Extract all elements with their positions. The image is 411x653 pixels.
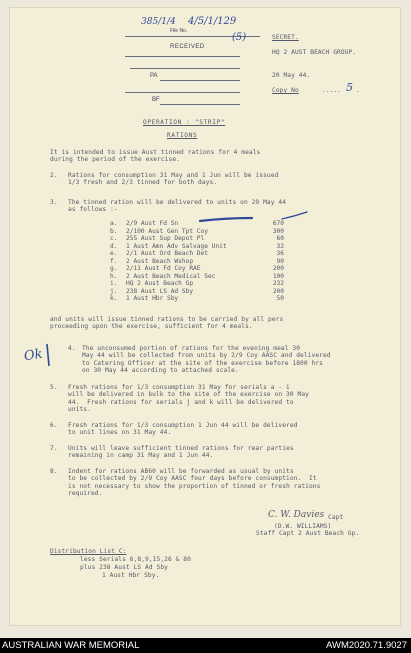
list-item-letter: g. (110, 265, 118, 272)
list-item-unit: 2/11 Aust Fd Coy RAE (126, 265, 201, 272)
paragraph-8: Indent for rations AB60 will be forwarded as usual by units to be collected by 2/9 Coy AASC four days before consumption. It is not necessary to show the proportion of tinned or fresh rations required. (68, 468, 321, 498)
list-item-quantity: 50 (276, 295, 284, 302)
copy-number: 5 (346, 81, 353, 94)
list-item-unit: 2/1 Aust Ord Beach Det (126, 250, 208, 257)
stamp-number: (5) (232, 32, 247, 43)
copy-trailing-dot: . (356, 87, 360, 94)
list-item-unit: 2/100 Aust Gen Tpt Coy (126, 227, 208, 235)
paragraph-5-number: 5. (50, 384, 58, 391)
paragraph-3-continued: and units will issue tinned rations to be carried by all pers proceeding upon the exercise, sufficient for 4 meals. (50, 316, 284, 331)
list-item-letter: c. (110, 235, 118, 242)
list-item-quantity: 300 (272, 227, 284, 235)
handwritten-underline-marks (10, 8, 400, 308)
signatory-appointment: Staff Capt 2 Aust Beach Gp. (256, 530, 360, 537)
list-item-letter: e. (110, 250, 118, 257)
operation-title: OPERATION : "STRIP" (143, 119, 226, 126)
list-item-quantity: 32 (276, 242, 284, 250)
section-title: RATIONS (167, 132, 198, 139)
list-item-quantity: 36 (276, 250, 284, 257)
document-page (10, 8, 400, 625)
list-item-letter: j. (110, 287, 118, 295)
file-ref-handwritten: 385/1/4 (141, 17, 176, 27)
list-item-quantity: 90 (276, 257, 284, 265)
paragraph-8-number: 8. (50, 468, 58, 475)
list-item-letter: f. (110, 257, 118, 265)
archive-name: AUSTRALIAN WAR MEMORIAL (2, 640, 140, 651)
distribution-line: less Serials 6,8,9,15,26 & 80 (80, 556, 191, 563)
distribution-line: 1 Aust Hbr Sby. (102, 572, 160, 579)
list-item-quantity: 200 (272, 287, 284, 295)
signatory-name: (D.W. WILLIAMS) (274, 523, 332, 530)
list-item-quantity: 200 (272, 265, 284, 272)
list-item-letter: k. (110, 295, 118, 302)
paragraph-6: Fresh rations for 1/3 consumption 1 Jun 44 will be delivered to unit lines on 31 May 44. (68, 422, 298, 437)
list-item-unit: HQ 2 Aust Beach Gp (126, 280, 194, 287)
list-item-unit: 1 Aust Hbr Sby (126, 295, 179, 302)
list-item-letter: a. (110, 220, 118, 227)
list-item-unit: 1 Aust Amn Adv Salvage Unit (126, 242, 227, 250)
distribution-line: plus 238 Aust LS Ad Sby (80, 564, 168, 571)
signatory-rank: Capt (328, 514, 344, 521)
copy-dots: ..... (322, 87, 342, 94)
list-item-letter: d. (110, 242, 118, 250)
list-item-quantity: 100 (272, 272, 284, 280)
list-item-quantity: 60 (276, 235, 284, 242)
archive-reference: AWM2020.71.9027 (326, 640, 407, 651)
list-item-unit: 2/9 Aust Fd Sn (126, 220, 179, 227)
margin-mark (43, 342, 55, 368)
list-item-unit: 238 Aust LS Ad Sby (126, 287, 194, 295)
paragraph-2-number: 2. (50, 172, 58, 179)
received-label: RECEIVED (170, 44, 205, 50)
pa-label: PA (150, 73, 158, 79)
signature: C. W. Davies (268, 510, 325, 520)
list-item-quantity: 670 (272, 220, 284, 227)
document-date: 20 May 44. (272, 72, 311, 79)
archive-footer-bar (0, 638, 411, 653)
list-item-letter: b. (110, 227, 118, 235)
paragraph-3-number: 3. (50, 199, 58, 206)
bf-label: BF (152, 97, 160, 103)
paragraph-3: The tinned ration will be delivered to units on 29 May 44 as follows :- (68, 199, 287, 214)
list-item-unit: 2 Aust Beach Wshop (126, 257, 194, 265)
paragraph-5: Fresh rations for 1/3 consumption 31 May for serials a - i will be delivered in bulk to the site of the exercise on 30 May 44. Fresh rations for serials j and k will be delivered to units. (68, 384, 309, 414)
list-item-letter: h. (110, 272, 118, 280)
issuing-unit: HQ 2 AUST BEACH GROUP. (272, 49, 357, 56)
copy-label: Copy No (272, 87, 299, 94)
paragraph-4: The unconsumed portion of rations for the evening meal 30 May 44 will be collected from units by 2/9 Coy AASC and delivered to Catering Officer at the site of the exercise before 1800 hrs on 30 May 44 according to attached scale. (82, 345, 331, 375)
paragraph-7-number: 7. (50, 445, 58, 452)
paragraph-6-number: 6. (50, 422, 58, 429)
paragraph-7: Units will leave sufficient tinned rations for rear parties remaining in camp 31 May and 1 Jun 44. (68, 445, 294, 460)
paragraph-4-number: 4. (68, 345, 76, 352)
distribution-label: Distribution List C: (50, 548, 127, 555)
list-item-unit: 255 Aust Sup Depot Pl (126, 235, 205, 242)
file-no-label: File No. (170, 28, 188, 34)
file-no-handwritten: 4/5/1/129 (188, 16, 237, 27)
list-item-letter: i. (110, 280, 118, 287)
classification: SECRET. (272, 34, 299, 41)
margin-note-handwritten: Ok (23, 346, 44, 365)
paragraph-1: It is intended to issue Aust tinned rations for 4 meals during the period of the exercise. (50, 149, 261, 164)
list-item-unit: 2 Aust Beach Medical Sec (126, 272, 216, 280)
list-item-quantity: 232 (272, 280, 284, 287)
paragraph-2: Rations for consumption 31 May and 1 Jun will be issued 1/3 fresh and 2/3 tinned for both days. (68, 172, 279, 187)
